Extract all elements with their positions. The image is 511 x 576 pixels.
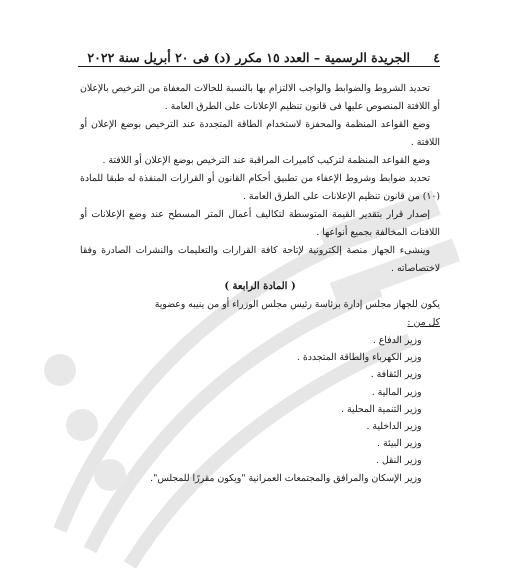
list-item: • وزير الكهرباء والطاقة المتجددة . [80, 349, 430, 366]
list-item: • وزير المالية . [80, 384, 430, 401]
list-item: • وزير البيئة . [80, 435, 430, 452]
paragraph: تحديد الشروط والضوابط والواجب الالتزام بها بالنسبة للحالات المعفاة من الترخيص بالإعلان أو اللافتة المنصوص عليها فى قانون تنظيم الإعلانات على الطرق العامة . [80, 83, 440, 112]
list-item: • وزير الداخلية . [80, 418, 430, 435]
gazette-header [80, 46, 440, 68]
paragraph: وينشىء الجهاز منصة إلكترونية لإتاحة كافة القرارات والتعليمات والنشرات الصادرة وفقا لاختصاصاته . [80, 245, 440, 274]
members-list [80, 332, 440, 487]
article-intro: يكون للجهاز مجلس إدارة برئاسة رئيس مجلس الوزراء أو من ينيبه وعضوية [154, 299, 440, 310]
gazette-issue-title: الجريدة الرسمية – العدد ١٥ مكرر (د) فى ٢٠ أبريل سنة ٢٠٢٢ [87, 50, 410, 65]
header-divider [78, 66, 440, 67]
paragraph: تحديد ضوابط وشروط الإعفاء من تطبيق أحكام القانون أو القرارات المنفذة له طبقا للمادة (١٠) من قانون تنظيم الإعلانات على الطرق العامة . [80, 173, 440, 202]
members-intro: كل من : [407, 317, 440, 328]
list-item: • وزير الإسكان والمرافق والمجتمعات العمرانية "ويكون مقررًا للمجلس". [80, 470, 430, 487]
page-number: ٤ [433, 50, 440, 65]
list-item: • وزير الدفاع . [80, 332, 430, 349]
list-item: • وزير التنمية المحلية . [80, 401, 430, 418]
list-item: • وزير الثقافة . [80, 366, 430, 383]
list-item: • وزير النقل . [80, 452, 430, 469]
paragraph: وضع القواعد المنظمة والمحفزة لاستخدام الطاقة المتجددة عند الترخيص بوضع الإعلان أو اللافتة . [80, 119, 440, 148]
paragraph: إصدار قرار بتقدير القيمة المتوسطة لتكاليف أعمال المتر المسطح عند وضع الإعلانات أو اللافتات المخالفة بجميع أنواعها . [80, 209, 440, 238]
article-heading: ( المادة الرابعة ) [224, 281, 296, 292]
document-body [80, 80, 440, 487]
paragraph: وضع القواعد المنظمة لتركيب كاميرات المراقبة عند الترخيص بوضع الإعلان أو اللافتة . [102, 155, 430, 166]
